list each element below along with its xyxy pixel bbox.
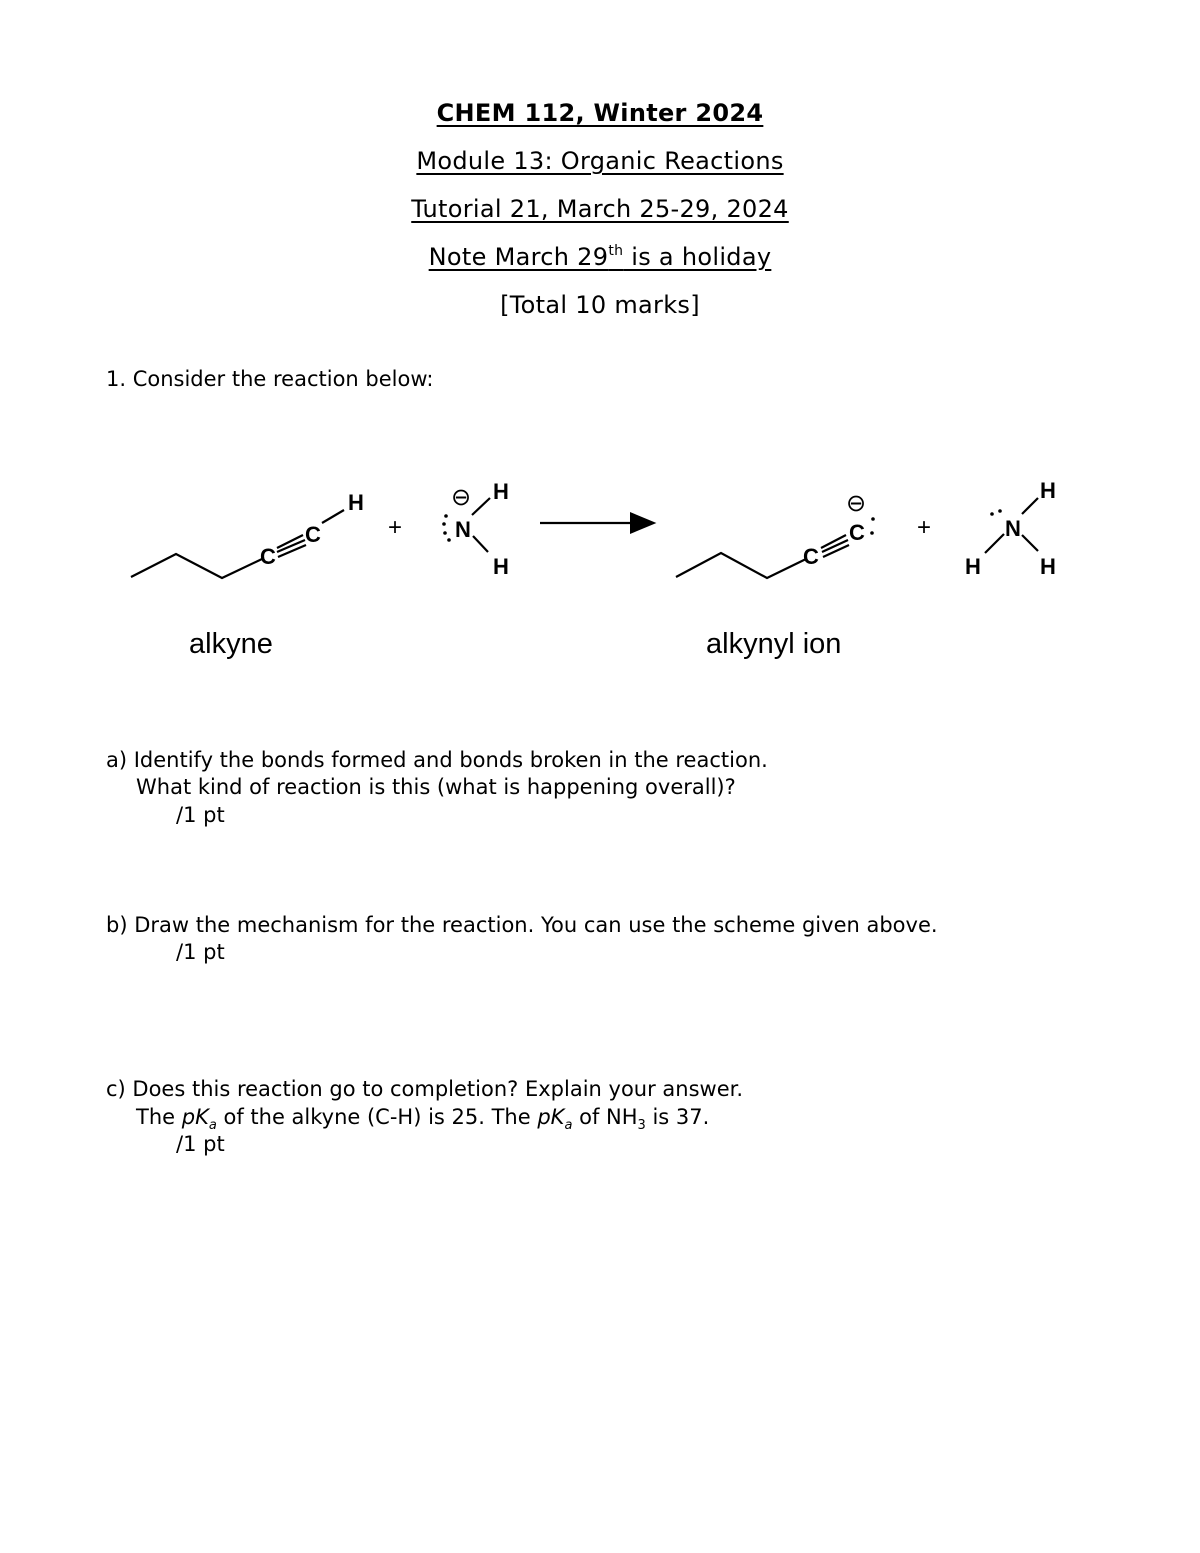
ammonia-nitrogen: N [1005, 516, 1021, 541]
course-title: CHEM 112, Winter 2024 [436, 99, 764, 127]
holiday-note: Note March 29th is a holiday [428, 243, 772, 271]
ammonia-hydrogen-left: H [965, 554, 981, 579]
alkynyl-lone-pair [870, 517, 875, 535]
alkyne-label: alkyne [189, 628, 273, 660]
part-b-points: /1 pt [176, 940, 225, 964]
part-c-line-2: The $pK_a$ of the alkyne (C-H) is 25. The $pK_a$ of $NH_3$ is 37. [136, 1105, 710, 1134]
plus-sign-1: + [388, 514, 403, 541]
alkynyl-ion-label: alkynyl ion [706, 628, 842, 660]
part-a-line-2: What kind of reaction is this (what is happening overall)? [136, 775, 736, 799]
part-c-points: /1 pt [176, 1132, 225, 1156]
amide-charge: ⊖ [451, 484, 472, 511]
tutorial-title: Tutorial 21, March 25-29, 2024 [411, 195, 789, 223]
module-title: Module 13: Organic Reactions [416, 147, 784, 175]
alkyne-carbon-1: C [260, 544, 276, 569]
plus-sign-2: + [917, 514, 932, 541]
part-a-points: /1 pt [176, 803, 225, 827]
amide-nitrogen: N [455, 517, 471, 542]
ammonia-hydrogen-top: H [1040, 478, 1056, 503]
alkynyl-ion-structure [676, 535, 849, 578]
ammonia-hydrogen-right: H [1040, 554, 1056, 579]
ammonia-structure [965, 478, 1056, 579]
alkynyl-charge: ⊖ [846, 490, 867, 517]
alkynyl-carbon-2: C [849, 520, 865, 545]
amide-hydrogen-top: H [493, 479, 509, 504]
total-marks: [Total 10 marks] [500, 291, 700, 319]
alkyne-hydrogen: H [348, 490, 364, 515]
amide-ion-structure [442, 479, 509, 579]
amide-hydrogen-bottom: H [493, 554, 509, 579]
part-c-line-1: c) Does this reaction go to completion? Explain your answer. [106, 1077, 744, 1101]
part-b-line-1: b) Draw the mechanism for the reaction. You can use the scheme given above. [106, 913, 938, 937]
question-1-prompt: 1. Consider the reaction below: [106, 367, 434, 391]
part-a-line-1: a) Identify the bonds formed and bonds broken in the reaction. [106, 748, 768, 772]
alkynyl-carbon-1: C [803, 544, 819, 569]
reaction-scheme [0, 460, 1200, 700]
alkyne-carbon-2: C [305, 522, 321, 547]
